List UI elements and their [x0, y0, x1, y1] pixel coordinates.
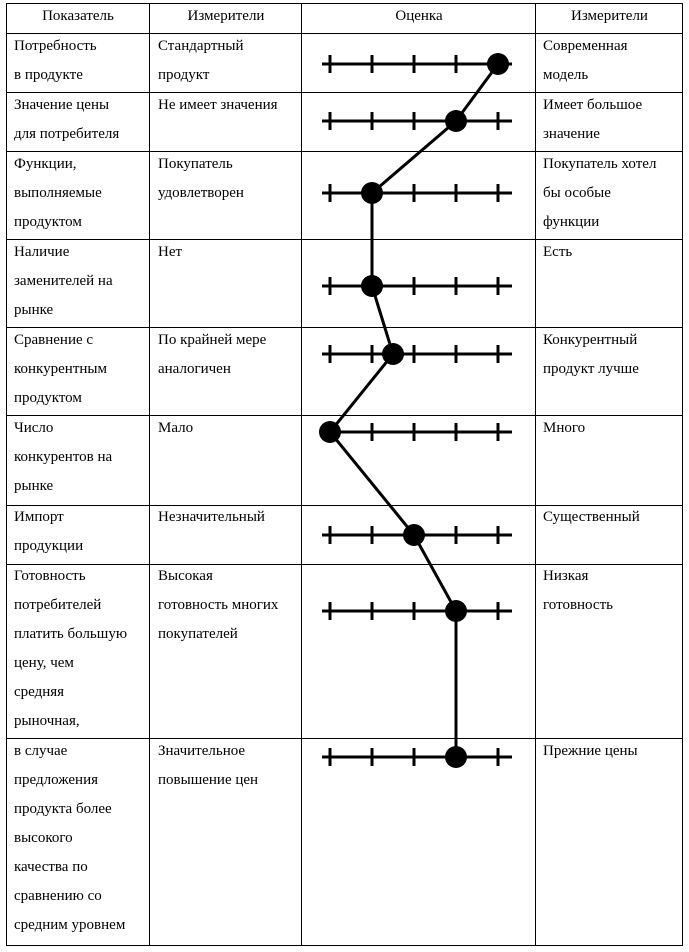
row-7-right-measure: Существенный — [543, 509, 640, 525]
row-6-right-measure: Много — [543, 420, 586, 436]
row-4-indicator: Наличие заменителей на рынке — [14, 244, 113, 318]
row-8-left-measure: Высокая готовность многих покупателей — [158, 568, 279, 642]
row-2-right-measure: Имеет большое значение — [543, 97, 643, 142]
header-left-measure: Измерители — [187, 8, 265, 24]
row-7-left-measure: Незначительный — [158, 509, 265, 525]
row-1-right-measure: Современная модель — [543, 38, 628, 83]
row-8-right-measure: Низкая готовность — [543, 568, 613, 613]
row-2-left-measure: Не имеет значения — [158, 97, 278, 113]
row-1-left-measure: Стандартный продукт — [158, 38, 244, 83]
row-3-left-measure: Покупатель удовлетворен — [158, 156, 244, 201]
row-4-right-measure: Есть — [543, 244, 573, 260]
row-5-left-measure: По крайней мере аналогичен — [158, 332, 267, 377]
row-6-indicator: Число конкурентов на рынке — [14, 420, 113, 494]
row-9-indicator: в случае предложения продукта более высокого качества по сравнению со средним уровнем — [14, 743, 126, 933]
row-5-indicator: Сравнение с конкурентным продуктом — [14, 332, 107, 406]
row-3-indicator: Функции, выполняемые продуктом — [14, 156, 102, 230]
row-9-right-measure: Прежние цены — [543, 743, 638, 759]
header-right-measure: Измерители — [571, 8, 648, 24]
row-3-right-measure: Покупатель хотел бы особые функции — [543, 156, 657, 230]
row-8-indicator: Готовность потребителей платить большую цену, чем средняя рыночная, — [14, 568, 128, 729]
header-score: Оценка — [395, 8, 443, 24]
row-2-indicator: Значение цены для потребителя — [14, 97, 120, 142]
header-indicator: Показатель — [42, 8, 114, 24]
row-1-indicator: Потребность в продукте — [14, 38, 97, 83]
row-5-right-measure: Конкурентный продукт лучше — [543, 332, 639, 377]
row-9-left-measure: Значительное повышение цен — [158, 743, 259, 788]
row-7-indicator: Импорт продукции — [14, 509, 84, 554]
row-4-left-measure: Нет — [158, 244, 183, 260]
row-6-left-measure: Мало — [158, 420, 194, 436]
